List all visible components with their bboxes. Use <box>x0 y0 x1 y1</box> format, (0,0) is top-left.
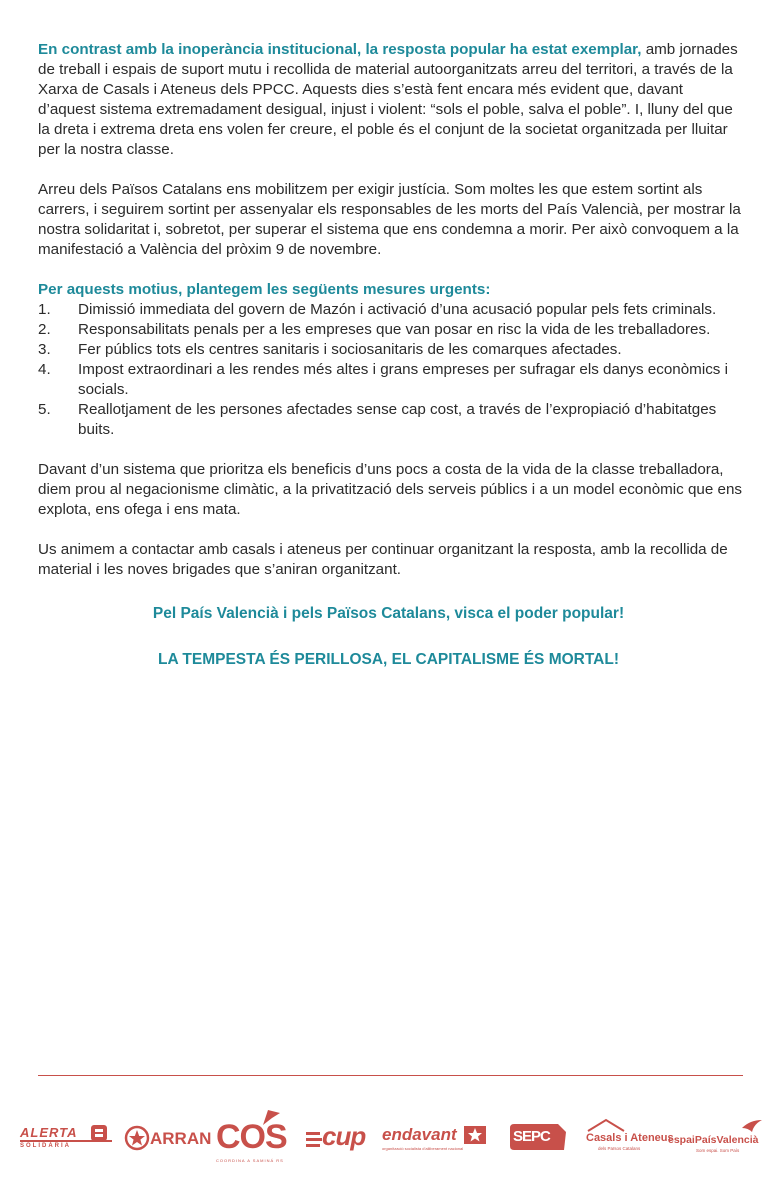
footer-divider <box>38 1075 743 1076</box>
logo-casals-subtext: dels Països Catalans <box>598 1146 641 1151</box>
logo-espai-subtext: Som espai. Som País <box>696 1148 740 1153</box>
paragraph-1 <box>38 40 743 160</box>
star-circle-icon <box>123 1124 151 1152</box>
list-item <box>38 320 743 340</box>
paragraph-1-text: amb jornades de treball i espais de suport mutu i recollida de material autoorganitzats arreu del territori, a través de la Xarxa de Casals i Ateneus dels PPCC. Aquests dies s’està fent encara més evident que, davant d’aquest sistema extremadament desigual, injust i violent: “sols el poble, salva el poble”. I, lluny del que la dreta i extrema dreta ens volen fer creure, el poble és el conjunt de la societat organitzada per lluitar per la nostra classe. <box>38 41 738 158</box>
logo-cos-subtext: COORDINA A SAMINÁ RS <box>216 1158 284 1163</box>
list-item-number: 4. <box>38 361 51 378</box>
logo-cup-text: cup <box>322 1121 366 1151</box>
logo-cos <box>216 1118 298 1174</box>
list-item <box>38 340 743 360</box>
logo-cup <box>306 1122 370 1154</box>
closing-slogan-2: LA TEMPESTA ÉS PERILLOSA, EL CAPITALISME ÉS MORTAL! <box>158 651 619 668</box>
logo-alerta-subtext: SOLIDÀRIA <box>20 1143 71 1149</box>
logo-casals-text: Casals i Ateneus <box>586 1132 674 1144</box>
logo-arran <box>123 1124 212 1154</box>
logo-endavant-text: endavant <box>382 1125 457 1144</box>
list-item <box>38 400 743 440</box>
paragraph-3: Davant d’un sistema que prioritza els beneficis d’uns pocs a costa de la vida de la classe treballadora, diem prou al negacionisme climàtic, a la privatització dels serveis públics i a un model econòmic que ens explota, ens ofega i ens mata. <box>38 461 743 518</box>
list-item <box>38 360 743 400</box>
logo-sepc <box>508 1122 572 1154</box>
logo-casals-ateneus <box>586 1118 674 1166</box>
logo-espai-pais-valencia <box>668 1124 764 1158</box>
logo-endavant-subtext: organització socialista d’alliberament nacional <box>382 1146 464 1151</box>
paragraph-2: Arreu dels Països Catalans ens mobilitzem per exigir justícia. Som moltes les que estem sortint als carrers, i seguirem sortint per assenyalar els responsables de les morts del País Valencià, per mostrar la nostra solidaritat i, sobretot, per superar el sistema que ens condemna a morir. Per això convoquem a la manifestació a València del pròxim 9 de novembre. <box>38 181 741 258</box>
measures-list <box>38 300 743 440</box>
star-icon <box>464 1126 486 1144</box>
document-body <box>38 40 743 600</box>
logo-arran-text: ARRAN <box>150 1129 212 1148</box>
organization-logos <box>20 1118 765 1178</box>
measures-heading: Per aquests motius, plantegem les següents mesures urgents: <box>38 281 491 298</box>
logo-espai-text: espaiPaísValencià <box>668 1134 759 1146</box>
list-item-text: Impost extraordinari a les rendes més altes i grans empreses per sufragar els danys econòmics i socials. <box>78 361 728 398</box>
paragraph-1-lead: En contrast amb la inoperància institucional, la resposta popular ha estat exemplar, <box>38 41 642 58</box>
paragraph-4: Us animem a contactar amb casals i ateneus per continuar organitzant la resposta, amb la recollida de material i les noves brigades que s’aniran organitzant. <box>38 541 728 578</box>
list-item <box>38 300 743 320</box>
list-item-number: 3. <box>38 341 51 358</box>
list-item-text: Reallotjament de les persones afectades sense cap cost, a través de l’expropiació d’habitatges buits. <box>78 401 717 438</box>
logo-cos-text: COS <box>216 1118 287 1156</box>
logo-sepc-text: SEPC <box>513 1128 550 1145</box>
list-item-text: Fer públics tots els centres sanitaris i sociosanitaris de les comarques afectades. <box>78 341 622 358</box>
bird-icon <box>740 1118 764 1134</box>
list-item-number: 2. <box>38 321 51 338</box>
closing-slogan-1: Pel País Valencià i pels Països Catalans, visca el poder popular! <box>152 605 625 622</box>
list-item-text: Dimissió immediata del govern de Mazón i activació d’una acusació popular pels fets criminals. <box>78 301 717 318</box>
list-item-text: Responsabilitats penals per a les empreses que van posar en risc la vida de les treballadores. <box>78 321 711 338</box>
fist-icon <box>88 1122 110 1144</box>
logo-alerta-text: ALERTA <box>20 1126 112 1142</box>
house-icon <box>586 1118 646 1132</box>
list-item-number: 1. <box>38 301 51 318</box>
list-item-number: 5. <box>38 401 51 418</box>
logo-alerta-solidaria <box>20 1126 112 1150</box>
logo-endavant <box>382 1126 494 1158</box>
